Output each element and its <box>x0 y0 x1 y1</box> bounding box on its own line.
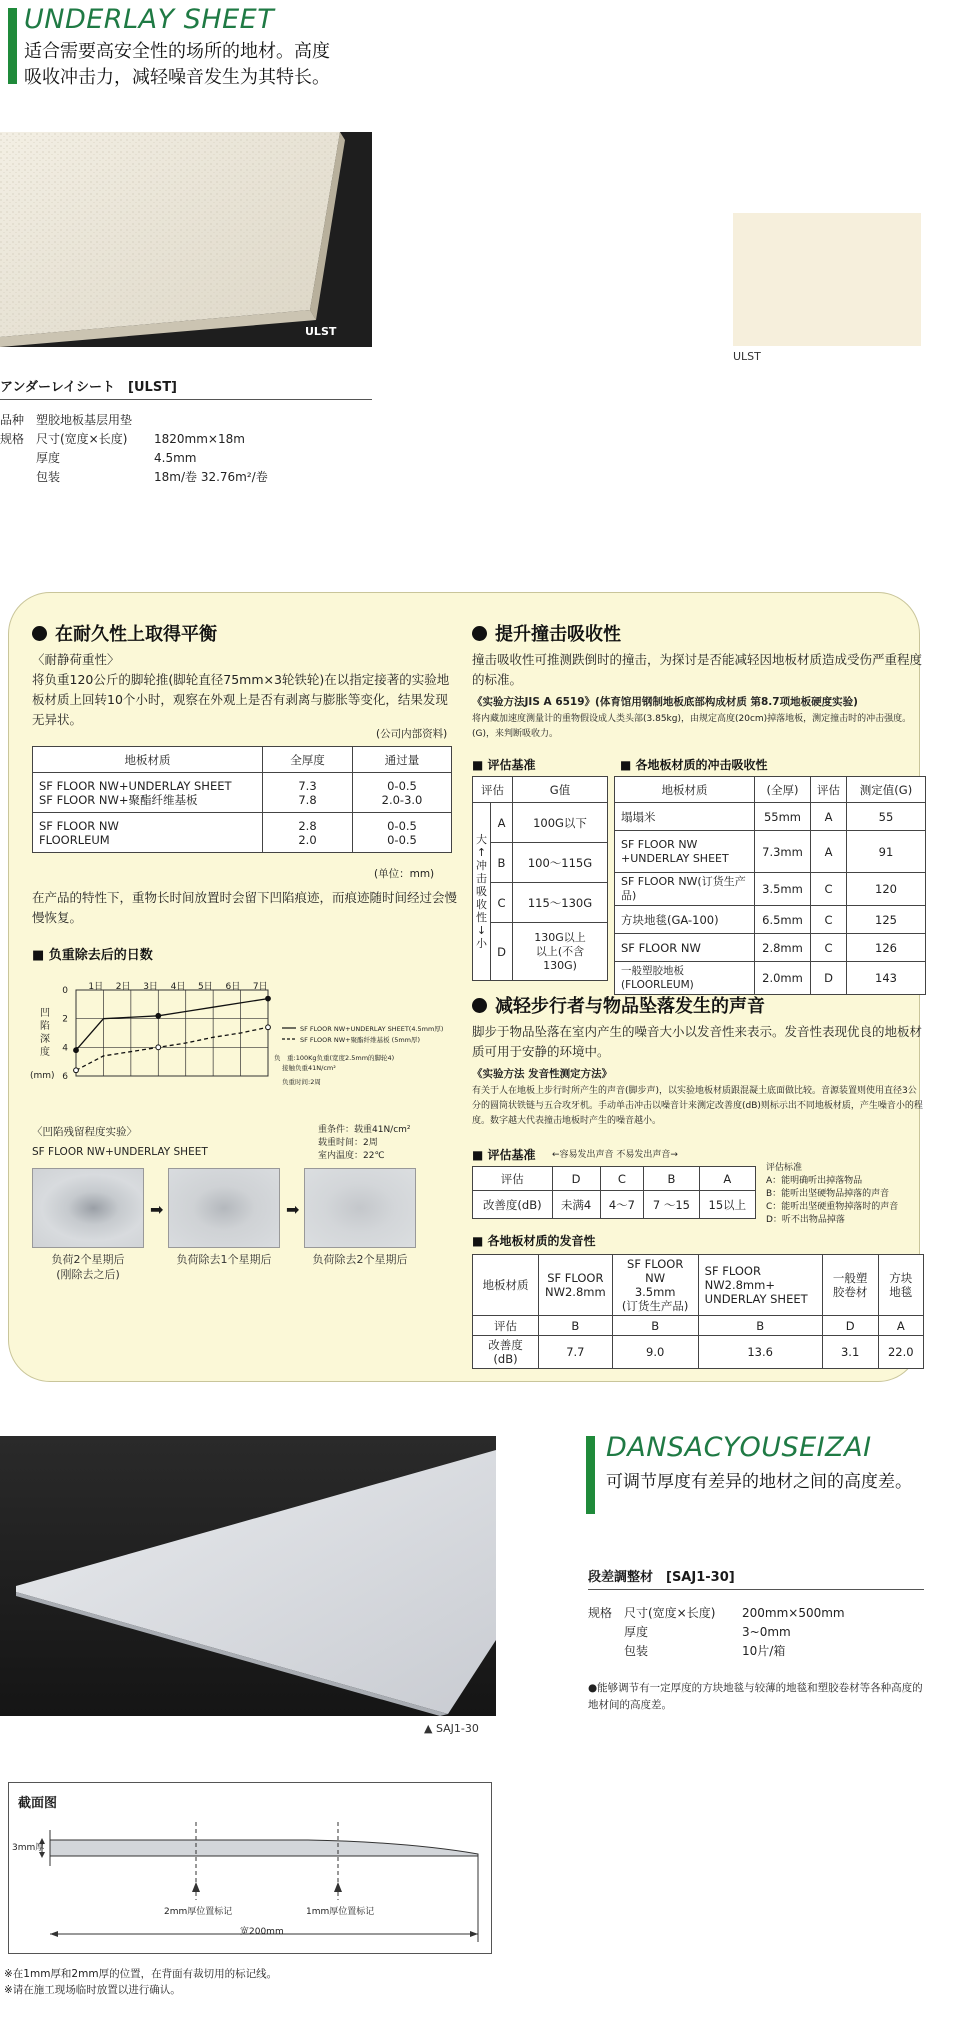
dent-depth-chart <box>30 980 460 1100</box>
series-line <box>76 999 268 1051</box>
sound-mat-cell: 7.7 <box>539 1336 613 1369</box>
spec-value: 18m/卷 32.76m²/卷 <box>154 470 268 484</box>
sound-crit-cell: D <box>552 1167 600 1191</box>
sound-mat-cell: D <box>822 1316 878 1336</box>
sound-mat-cell: 22.0 <box>878 1336 923 1369</box>
mat-cell: SF FLOOR NW <box>615 934 755 962</box>
width-label: 宽200mm <box>240 1927 284 1937</box>
dent-cond-3: 室内温度：22℃ <box>318 1151 385 1161</box>
sound-criteria-table <box>472 1166 756 1219</box>
crit-grade: B <box>491 843 513 883</box>
dent-caption-3: 负荷除去2个星期后 <box>312 1253 408 1266</box>
mat-th: (全厚) <box>755 777 811 803</box>
sound-mat-cell: A <box>878 1316 923 1336</box>
data-point <box>74 1068 79 1073</box>
sound-mat-th: 方块 地毯 <box>878 1255 923 1316</box>
spec-value: 塑胶地板基层用垫 <box>36 413 133 427</box>
sound-mat-cell: B <box>612 1316 698 1336</box>
data-point <box>266 996 271 1001</box>
legend-label: SF FLOOR NW+UNDERLAY SHEET(4.5mm厚) <box>300 1025 444 1033</box>
dansa-photo-caption: ▲ SAJ1-30 <box>424 1722 479 1735</box>
dent-caption-2: 负荷除去1个星期后 <box>176 1253 272 1266</box>
y-axis-label: 凹 <box>40 1008 50 1019</box>
sound-mat-th: 地板材质 <box>473 1255 539 1316</box>
sound-text: 脚步于物品坠落在室内产生的噪音大小以发音性来表示。发音性表现优良的地板材质可用于安静的环境中。 <box>472 1024 923 1059</box>
title-accent-bar <box>586 1436 595 1514</box>
crit-th: 评估 <box>473 777 513 803</box>
x-tick-label: 6日 <box>225 982 241 992</box>
th-thickness: 全厚度 <box>263 747 353 773</box>
legend-item: C：能听出坚硬重物掉落时的声音 <box>766 1202 899 1212</box>
table-cell: SF FLOOR NW+UNDERLAY SHEET SF FLOOR NW+聚酯纤维基板 <box>33 773 263 813</box>
chart-note: 接触负重41N/cm² <box>282 1064 336 1072</box>
mat-cell: 一般塑胶地板(FLOORLEUM) <box>615 962 755 995</box>
impact-axis-label: 大↑冲击吸收性↓小 <box>473 803 491 981</box>
spec-sub: 厚度 <box>36 451 61 465</box>
spec-key: 规格 <box>588 1606 613 1620</box>
legend-item: D：听不出物品掉落 <box>766 1215 845 1225</box>
impact-material-title: ■ 各地板材质的冲击吸收性 <box>620 758 768 772</box>
sound-heading: 减轻步行者与物品坠落发生的声音 <box>472 992 765 1018</box>
table-cell: 7.3 7.8 <box>263 773 353 813</box>
spec-value: 4.5mm <box>154 451 197 465</box>
dent-photo-2 <box>168 1168 280 1248</box>
crit-grade: A <box>491 803 513 843</box>
sound-mat-th: SF FLOOR NW2.8mm <box>539 1255 613 1316</box>
footnote-2: ※请在施工现场临时放置以进行确认。 <box>4 1984 181 1996</box>
impact-method-text: 将内藏加速度测量计的重物假设成人类头部(3.85kg)，由规定高度(20cm)掉落地板，测定撞击时的冲击强度。(G)，来判断吸收力。 <box>472 714 912 739</box>
chart-note: 负重时间:2周 <box>282 1078 321 1086</box>
durability-text: 将负重120公斤的脚轮推(脚轮直径75mm×3轮铁轮)在以指定接著的实验地板材质上回转10个小时，观察在外观上是否有剥离与膨胀等变化，结果发现无异状。 <box>32 672 450 727</box>
thickness-label: 3mm厚 <box>12 1843 45 1853</box>
underlay-title: UNDERLAY SHEET <box>24 4 275 35</box>
mat-th: 测定值(G) <box>847 777 926 803</box>
dansa-note: ●能够调节有一定厚度的方块地毯与较薄的地毯和塑胶卷材等各种高度的地材间的高度差。 <box>588 1682 923 1711</box>
sound-crit-cell: 未满4 <box>552 1191 600 1219</box>
sound-mat-th: SF FLOOR NW 3.5mm (订货生产品) <box>612 1255 698 1316</box>
legend-title: 评估标准 <box>766 1163 803 1173</box>
dansa-subtitle: 可调节厚度有差异的地材之间的高度差。 <box>606 1472 912 1492</box>
footnote-1: ※在1mm厚和2mm厚的位置，在背面有裁切用的标记线。 <box>4 1968 278 1980</box>
x-tick-label: 7日 <box>252 982 268 992</box>
underlay-swatch-label: ULST <box>733 350 761 363</box>
dansa-title: DANSACYOUSEIZAI <box>606 1432 872 1463</box>
mat-cell: 120 <box>847 873 926 906</box>
sound-crit-cell: C <box>600 1167 643 1191</box>
dent-cond-2: 载重时间：2周 <box>318 1138 378 1148</box>
table-cell: 0-0.5 0-0.5 <box>353 813 452 853</box>
mat-cell: 7.3mm <box>755 831 811 873</box>
sound-mat-cell: 评估 <box>473 1316 539 1336</box>
x-tick-label: 1日 <box>88 982 104 992</box>
crit-grade: D <box>491 923 513 981</box>
sound-criteria-title: ■ 评估基准 <box>472 1148 536 1162</box>
y-tick-label: 2 <box>62 1014 68 1025</box>
table-cell: 2.8 2.0 <box>263 813 353 853</box>
crit-value: 115〜130G <box>513 883 608 923</box>
impact-material-table <box>614 776 926 995</box>
sound-material-title: ■ 各地板材质的发音性 <box>472 1234 596 1248</box>
mat-cell: 125 <box>847 906 926 934</box>
dansa-product-heading: 段差調整材 [SAJ1-30] <box>588 1570 735 1585</box>
sound-mat-cell: 9.0 <box>612 1336 698 1369</box>
mat-cell: 2.0mm <box>755 962 811 995</box>
mark-2mm-label: 2mm厚位置标记 <box>164 1907 233 1917</box>
mat-cell: 91 <box>847 831 926 873</box>
y-axis-label: 陷 <box>40 1021 50 1032</box>
underlay-photo <box>0 132 372 347</box>
data-point <box>156 1013 161 1018</box>
mat-cell: 55mm <box>755 803 811 831</box>
spec-sub: 厚度 <box>624 1625 649 1639</box>
sound-criteria-arrow: ←容易发出声音 不易发出声音→ <box>552 1150 678 1160</box>
durability-sub: 〈耐静荷重性〉 <box>32 652 120 667</box>
mat-th: 地板材质 <box>615 777 755 803</box>
sound-material-table <box>472 1254 924 1369</box>
sound-mat-cell: 3.1 <box>822 1336 878 1369</box>
chart-note: 负 重:100Kg负重(宽度2.5mm的脚轮4) <box>274 1054 395 1062</box>
y-tick-label: 4 <box>62 1043 68 1054</box>
sound-crit-cell: 评估 <box>473 1167 553 1191</box>
series-line <box>76 1027 268 1070</box>
mark-1mm-label: 1mm厚位置标记 <box>306 1907 375 1917</box>
impact-criteria-table <box>472 776 608 981</box>
mat-cell: SF FLOOR NW +UNDERLAY SHEET <box>615 831 755 873</box>
mat-cell: A <box>811 803 847 831</box>
title-accent-bar <box>8 8 17 84</box>
table-cell: SF FLOOR NW FLOORLEUM <box>33 813 263 853</box>
th-material: 地板材质 <box>33 747 263 773</box>
mat-cell: D <box>811 962 847 995</box>
mat-cell: 6.5mm <box>755 906 811 934</box>
th-pass: 通过量 <box>353 747 452 773</box>
divider <box>0 399 372 400</box>
mat-cell: C <box>811 906 847 934</box>
spec-sub: 尺寸(宽度×长度) <box>624 1606 716 1620</box>
mat-cell: 方块地毯(GA-100) <box>615 906 755 934</box>
spec-value: 3~0mm <box>742 1625 791 1639</box>
divider <box>588 1589 924 1590</box>
section-diagram-title: 截面图 <box>18 1796 58 1811</box>
sound-crit-cell: 15以上 <box>699 1191 755 1219</box>
mat-cell: 55 <box>847 803 926 831</box>
sound-legend <box>766 1162 926 1227</box>
spec-sub: 包装 <box>624 1644 649 1658</box>
data-point <box>156 1045 161 1050</box>
crit-value: 100〜115G <box>513 843 608 883</box>
chart-title: ■ 负重除去后的日数 <box>32 948 153 963</box>
arrow-right-icon: ➡ <box>150 1200 164 1219</box>
sound-crit-cell: 4〜7 <box>600 1191 643 1219</box>
underlay-product-heading: アンダーレイシート [ULST] <box>0 380 178 395</box>
durability-heading: 在耐久性上取得平衡 <box>32 620 217 646</box>
y-tick-label: 0 <box>62 986 68 996</box>
durability-source: (公司内部资料) <box>376 728 448 740</box>
impact-text: 撞击吸收性可推测跌倒时的撞击，为探讨是否能减轻因地板材质造成受伤严重程度的标准。 <box>472 652 923 687</box>
mat-cell: C <box>811 934 847 962</box>
underlay-photo-label: ULST <box>305 325 337 338</box>
x-tick-label: 5日 <box>198 982 213 992</box>
mat-cell: 143 <box>847 962 926 995</box>
sound-mat-th: SF FLOOR NW2.8mm+ UNDERLAY SHEET <box>698 1255 822 1316</box>
dent-photo-3 <box>304 1168 416 1248</box>
unit-label: (单位：mm) <box>374 868 435 880</box>
spec-sub: 尺寸(宽度×长度) <box>36 432 128 446</box>
dent-product: SF FLOOR NW+UNDERLAY SHEET <box>32 1146 208 1158</box>
sound-mat-th: 一般塑 胶卷材 <box>822 1255 878 1316</box>
y-tick-label: 6 <box>62 1072 68 1082</box>
dent-photo-1 <box>32 1168 144 1248</box>
crit-value: 100G以下 <box>513 803 608 843</box>
x-tick-label: 2日 <box>115 982 131 992</box>
sound-crit-cell: B <box>644 1167 700 1191</box>
sound-crit-cell: 改善度(dB) <box>473 1191 553 1219</box>
spec-sub: 包装 <box>36 470 61 484</box>
durability-text-2: 在产品的特性下，重物长时间放置时会留下凹陷痕迹，而痕迹随时间经过会慢慢恢复。 <box>32 890 458 925</box>
table-cell: 0-0.5 2.0-3.0 <box>353 773 452 813</box>
sound-crit-cell: A <box>699 1167 755 1191</box>
underlay-subtitle-1: 适合需要高安全性的场所的地材。高度 <box>24 41 330 62</box>
x-tick-label: 4日 <box>170 982 186 992</box>
mat-cell: SF FLOOR NW(订货生产品) <box>615 873 755 906</box>
arrow-right-icon: ➡ <box>286 1200 300 1219</box>
spec-value: 200mm×500mm <box>742 1606 845 1620</box>
mat-th: 评估 <box>811 777 847 803</box>
data-point <box>266 1025 271 1030</box>
spec-key: 品种 <box>0 413 25 427</box>
crit-grade: C <box>491 883 513 923</box>
dansa-spec-block <box>588 1604 928 1661</box>
legend-item: A：能明确听出掉落物品 <box>766 1176 863 1186</box>
spec-value: 1820mm×18m <box>154 432 245 446</box>
y-axis-label: 深 <box>40 1034 50 1045</box>
sound-crit-cell: 7 〜15 <box>644 1191 700 1219</box>
sound-method-title: 《实验方法 发音性测定方法》 <box>472 1068 613 1080</box>
impact-heading: 提升撞击吸收性 <box>472 620 621 646</box>
spec-value: 10片/箱 <box>742 1644 786 1658</box>
legend-item: B：能听出坚硬物品掉落的声音 <box>766 1189 890 1199</box>
sound-method-text: 有关于人在地板上步行时所产生的声音(脚步声)，以实验地板材质跟混凝土底面做比较。音源装置则使用直径3公分的圆筒状铁链与五合攻牙机。手动单击冲击以噪音计来测定改善度(dB)则标示出不同地板材质，产生噪音小的程度。数字越大代表撞击地板时产生的噪音越小。 <box>472 1086 923 1126</box>
mat-cell: 126 <box>847 934 926 962</box>
sound-mat-cell: 改善度(dB) <box>473 1336 539 1369</box>
x-tick-label: 3日 <box>143 982 158 992</box>
underlay-spec-block <box>0 411 380 487</box>
data-point <box>74 1048 79 1053</box>
crit-value: 130G以上 以上(不含 130G) <box>513 923 608 981</box>
impact-criteria-title: ■ 评估基准 <box>472 758 536 772</box>
sound-mat-cell: B <box>539 1316 613 1336</box>
dent-cond-1: 重条件：载重41N/cm² <box>318 1125 411 1135</box>
underlay-swatch <box>733 213 921 346</box>
mat-cell: C <box>811 873 847 906</box>
sound-mat-cell: B <box>698 1316 822 1336</box>
mat-cell: 3.5mm <box>755 873 811 906</box>
crit-th: G值 <box>513 777 608 803</box>
impact-method-title: 《实验方法JIS A 6519》(体育馆用钢制地板底部构成材质 第8.7项地板硬度实验) <box>472 696 858 708</box>
spec-key: 规格 <box>0 432 25 446</box>
dansa-photo <box>0 1436 496 1716</box>
legend-label: SF FLOOR NW+聚酯纤维基板 (5mm厚) <box>300 1036 421 1044</box>
dent-caption-1: 负荷2个星期后 (刚除去之后) <box>51 1253 125 1281</box>
sound-mat-cell: 13.6 <box>698 1336 822 1369</box>
mat-cell: 塌塌米 <box>615 803 755 831</box>
mat-cell: A <box>811 831 847 873</box>
dent-title: 〈凹陷残留程度实验〉 <box>32 1126 137 1138</box>
underlay-subtitle-2: 吸收冲击力，减轻噪音发生为其特长。 <box>24 67 330 88</box>
durability-table <box>32 746 452 853</box>
mat-cell: 2.8mm <box>755 934 811 962</box>
y-axis-label: 度 <box>40 1047 50 1058</box>
y-unit-label: (mm) <box>30 1071 55 1081</box>
